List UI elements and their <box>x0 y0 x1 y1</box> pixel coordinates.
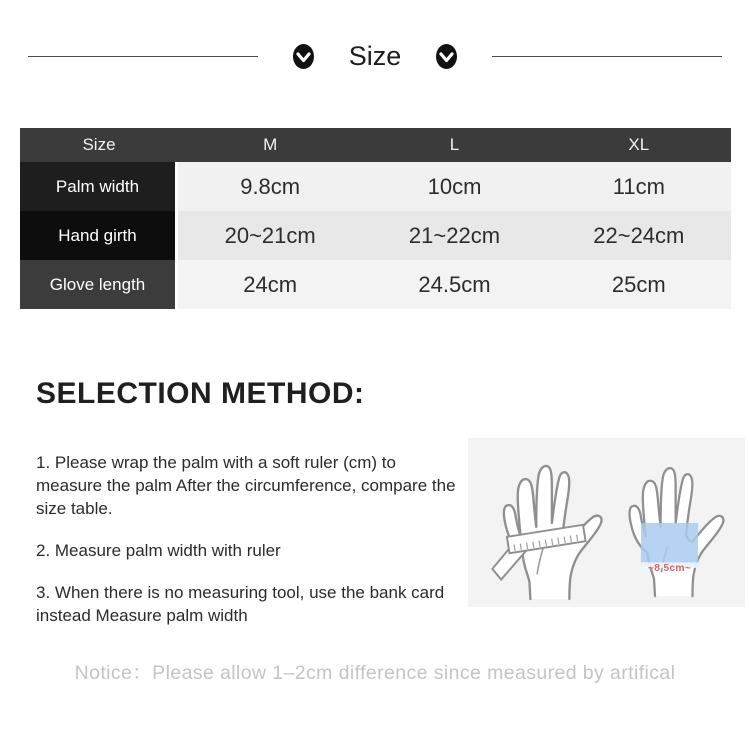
instruction-step-3: 3. When there is no measuring tool, use the bank card instead Measure palm width <box>36 582 445 625</box>
section-header-size <box>0 34 750 78</box>
selection-method-heading: SELECTION METHOD: <box>36 377 365 410</box>
card-width-label: ~8.5cm~ <box>647 562 692 574</box>
cell-hand-girth-xl: 22~24cm <box>547 211 731 260</box>
chevron-down-icon <box>293 44 314 69</box>
notice-text: Notice：Please allow 1–2cm difference since measured by artifical <box>74 662 676 684</box>
cell-hand-girth-l: 21~22cm <box>362 211 546 260</box>
row-label: Hand girth <box>20 211 175 260</box>
hand-with-card-illustration <box>611 448 729 598</box>
instruction-step-2: 2. Measure palm width with ruler <box>36 540 281 560</box>
hand-with-ruler-illustration <box>484 445 608 601</box>
cell-palm-width-xl: 11cm <box>547 162 731 211</box>
table-row-glove-length <box>20 260 731 309</box>
row-label: Palm width <box>20 162 175 211</box>
column-header-size: Size <box>82 135 116 154</box>
table-row-hand-girth <box>20 211 731 260</box>
column-header-xl: XL <box>628 135 650 154</box>
cell-palm-width-m: 9.8cm <box>178 162 362 211</box>
cell-glove-length-m: 24cm <box>178 260 362 309</box>
divider-line-right <box>492 56 722 57</box>
cell-hand-girth-m: 20~21cm <box>178 211 362 260</box>
cell-palm-width-l: 10cm <box>362 162 546 211</box>
table-row-palm-width <box>20 162 731 211</box>
size-table-header-row <box>20 128 731 162</box>
chevron-down-icon <box>436 44 457 69</box>
instruction-steps <box>36 452 460 647</box>
cell-glove-length-l: 24.5cm <box>362 260 546 309</box>
cell-glove-length-xl: 25cm <box>547 260 731 309</box>
row-label: Glove length <box>20 260 175 309</box>
measurement-illustration <box>468 438 745 607</box>
column-header-m: M <box>263 135 278 154</box>
section-title: Size <box>348 40 402 71</box>
instruction-step-1: 1. Please wrap the palm with a soft ruler (cm) to measure the palm After the circumference, compare the size table. <box>36 453 456 518</box>
size-table <box>20 128 731 309</box>
bank-card-overlay <box>641 523 698 574</box>
divider-line-left <box>28 56 258 57</box>
column-header-l: L <box>449 135 460 154</box>
